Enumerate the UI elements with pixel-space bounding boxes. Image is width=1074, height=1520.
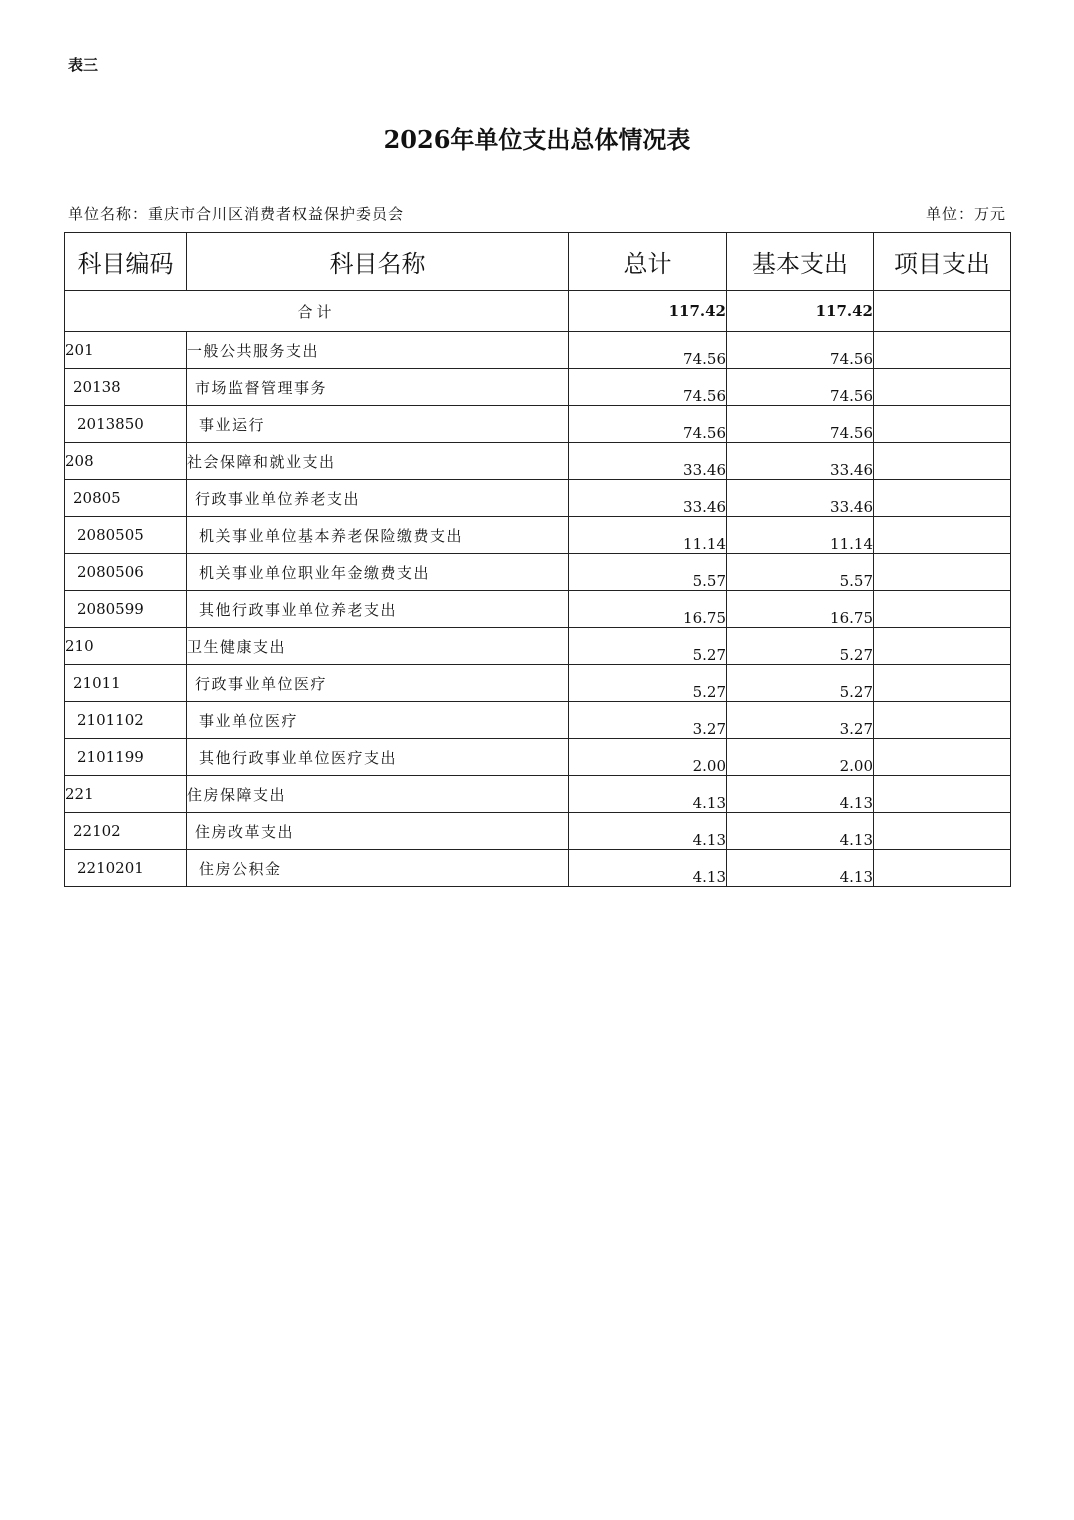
row-project	[874, 406, 1011, 443]
row-name: 社会保障和就业支出	[187, 443, 569, 480]
header-basic: 基本支出	[727, 233, 874, 291]
row-basic: 4.13	[727, 850, 874, 887]
row-total: 16.75	[569, 591, 727, 628]
row-basic: 33.46	[727, 480, 874, 517]
row-total: 5.57	[569, 554, 727, 591]
row-basic: 74.56	[727, 406, 874, 443]
row-code: 210	[65, 628, 187, 665]
table-row	[65, 406, 1011, 443]
row-code: 2080506	[65, 554, 187, 591]
row-code: 221	[65, 776, 187, 813]
row-total: 74.56	[569, 332, 727, 369]
row-project	[874, 369, 1011, 406]
row-name: 事业运行	[187, 406, 569, 443]
header-code: 科目编码	[65, 233, 187, 291]
table-row	[65, 517, 1011, 554]
row-name: 住房改革支出	[187, 813, 569, 850]
row-basic: 74.56	[727, 332, 874, 369]
row-total: 4.13	[569, 850, 727, 887]
row-project	[874, 665, 1011, 702]
row-name: 一般公共服务支出	[187, 332, 569, 369]
header-total: 总计	[569, 233, 727, 291]
table-row	[65, 776, 1011, 813]
table-row	[65, 591, 1011, 628]
row-total: 2.00	[569, 739, 727, 776]
header-name: 科目名称	[187, 233, 569, 291]
row-basic: 4.13	[727, 813, 874, 850]
row-basic: 5.27	[727, 628, 874, 665]
table-header-row	[65, 233, 1011, 291]
table-row	[65, 554, 1011, 591]
total-label: 合计	[65, 291, 569, 332]
row-basic: 4.13	[727, 776, 874, 813]
row-code: 2210201	[65, 850, 187, 887]
row-code: 22102	[65, 813, 187, 850]
table-row	[65, 702, 1011, 739]
row-project	[874, 443, 1011, 480]
row-name: 行政事业单位养老支出	[187, 480, 569, 517]
row-basic: 5.27	[727, 665, 874, 702]
row-total: 5.27	[569, 628, 727, 665]
row-name: 事业单位医疗	[187, 702, 569, 739]
row-code: 20138	[65, 369, 187, 406]
table-row	[65, 665, 1011, 702]
row-code: 21011	[65, 665, 187, 702]
document-title: 2026年单位支出总体情况表	[383, 125, 691, 154]
row-project	[874, 628, 1011, 665]
total-row	[65, 291, 1011, 332]
row-code: 2080599	[65, 591, 187, 628]
row-basic: 16.75	[727, 591, 874, 628]
row-code: 201	[65, 332, 187, 369]
row-project	[874, 591, 1011, 628]
row-project	[874, 813, 1011, 850]
row-total: 4.13	[569, 776, 727, 813]
table-row	[65, 628, 1011, 665]
row-basic: 5.57	[727, 554, 874, 591]
row-total: 4.13	[569, 813, 727, 850]
row-name: 行政事业单位医疗	[187, 665, 569, 702]
row-code: 2080505	[65, 517, 187, 554]
total-basic: 117.42	[727, 291, 874, 332]
table-row	[65, 813, 1011, 850]
total-project	[874, 291, 1011, 332]
row-basic: 3.27	[727, 702, 874, 739]
row-project	[874, 850, 1011, 887]
row-basic: 11.14	[727, 517, 874, 554]
row-project	[874, 517, 1011, 554]
row-code: 2013850	[65, 406, 187, 443]
table-row	[65, 443, 1011, 480]
row-total: 33.46	[569, 443, 727, 480]
row-name: 其他行政事业单位养老支出	[187, 591, 569, 628]
row-total: 74.56	[569, 406, 727, 443]
row-total: 33.46	[569, 480, 727, 517]
unit-name: 单位名称：重庆市合川区消费者权益保护委员会	[68, 205, 405, 223]
row-code: 2101199	[65, 739, 187, 776]
table-label: 表三	[68, 56, 99, 74]
row-project	[874, 739, 1011, 776]
table-row	[65, 480, 1011, 517]
table-row	[65, 850, 1011, 887]
row-code: 208	[65, 443, 187, 480]
row-basic: 33.46	[727, 443, 874, 480]
table-row	[65, 369, 1011, 406]
row-project	[874, 332, 1011, 369]
row-basic: 2.00	[727, 739, 874, 776]
row-total: 3.27	[569, 702, 727, 739]
row-name: 住房公积金	[187, 850, 569, 887]
table-row	[65, 739, 1011, 776]
row-name: 其他行政事业单位医疗支出	[187, 739, 569, 776]
unit-measure: 单位：万元	[925, 205, 1006, 223]
row-code: 2101102	[65, 702, 187, 739]
total-total: 117.42	[569, 291, 727, 332]
row-total: 11.14	[569, 517, 727, 554]
row-total: 5.27	[569, 665, 727, 702]
row-project	[874, 554, 1011, 591]
row-name: 卫生健康支出	[187, 628, 569, 665]
row-basic: 74.56	[727, 369, 874, 406]
row-total: 74.56	[569, 369, 727, 406]
row-name: 机关事业单位职业年金缴费支出	[187, 554, 569, 591]
table-row	[65, 332, 1011, 369]
row-name: 住房保障支出	[187, 776, 569, 813]
header-project: 项目支出	[874, 233, 1011, 291]
row-project	[874, 480, 1011, 517]
row-name: 市场监督管理事务	[187, 369, 569, 406]
row-project	[874, 702, 1011, 739]
expenditure-table	[64, 232, 1011, 887]
row-project	[874, 776, 1011, 813]
row-code: 20805	[65, 480, 187, 517]
row-name: 机关事业单位基本养老保险缴费支出	[187, 517, 569, 554]
